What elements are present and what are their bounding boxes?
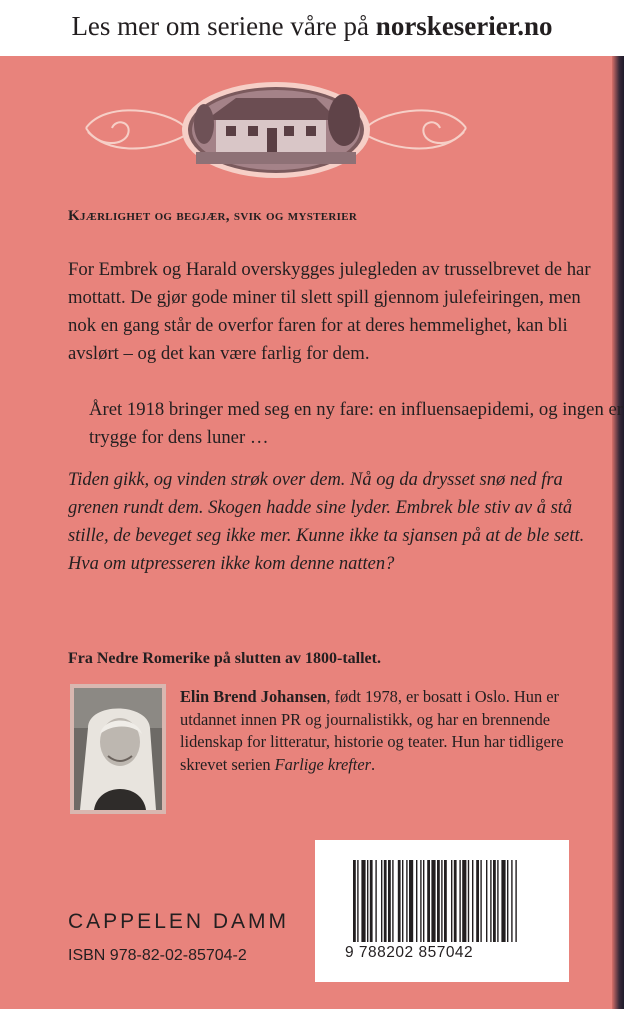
barcode-bar: [361, 860, 365, 942]
barcode-bar: [370, 860, 373, 942]
barcode-bar: [427, 860, 430, 942]
author-bio-series-lead: Hun har tidligere skrevet serien: [180, 732, 564, 774]
barcode-bar: [381, 860, 382, 942]
barcode-bar: [454, 860, 457, 942]
barcode-bar: [423, 860, 424, 942]
author-bio: [180, 686, 600, 776]
barcode-bar: [501, 860, 505, 942]
publisher-logo: CAPPELEN DAMM: [68, 910, 290, 933]
barcode-bar: [480, 860, 481, 942]
barcode-bar: [357, 860, 358, 942]
barcode-bar: [367, 860, 368, 942]
barcode-bar: [375, 860, 376, 942]
blurb-paragraph-2: Året 1918 bringer med seg en ny fare: en influensaepidemi, og ingen er trygge for dens luner …: [89, 399, 623, 448]
barcode-bar: [409, 860, 413, 942]
barcode-bar: [416, 860, 417, 942]
barcode: [315, 840, 569, 982]
author-photo: [70, 684, 166, 814]
barcode-bar: [507, 860, 508, 942]
barcode-bar: [398, 860, 401, 942]
barcode-bar: [437, 860, 440, 942]
barcode-bar: [486, 860, 487, 942]
author-bio-main: , født 1978, er bosatt i Oslo. Hun er utdannet innen PR og journalistikk, og har en brennende lidenskap for litteratur, historie og teater.: [180, 687, 559, 751]
isbn-number: ISBN 978-82-02-85704-2: [68, 947, 247, 964]
excerpt-quote: Tiden gikk, og vinden strøk over dem. Nå og da drysset snø ned fra grenen rundt dem. Skogen hadde sine lyder. Embrek ble stiv av å stå stille, de beveget seg ikke mer. Kunne ikke ta sjansen på at de ble sett. Hva om utpresseren ikke kom denne natten?: [68, 470, 585, 574]
barcode-bar: [441, 860, 442, 942]
barcode-digits: 9 788202 857042: [345, 944, 474, 961]
spine-shadow: [612, 56, 624, 1009]
barcode-bar: [468, 860, 469, 942]
barcode-bar: [493, 860, 496, 942]
barcode-bar: [353, 860, 356, 942]
barcode-bar: [388, 860, 391, 942]
banner-lead: Les mer om seriene våre på: [71, 11, 376, 41]
banner-website-link[interactable]: norskeserier.no: [375, 11, 553, 41]
barcode-bar: [459, 860, 460, 942]
barcode-bar: [392, 860, 393, 942]
setting-line: Fra Nedre Romerike på slutten av 1800-tallet.: [68, 650, 381, 667]
barcode-bar: [451, 860, 452, 942]
blurb-paragraph-1: For Embrek og Harald overskygges julegleden av trusselbrevet de har mottatt. De gjør gode miner til slett spill gjennom julefeiringen, men nok en gang står de overfor faren for at deres hemmelighet, kan bli avslørt – og det kan være farlig for dem.: [68, 259, 591, 364]
barcode-bar: [431, 860, 435, 942]
barcode-bar: [476, 860, 479, 942]
barcode-bar: [406, 860, 407, 942]
barcode-bar: [402, 860, 403, 942]
tagline: Kjærlighet og begjær, svik og mysterier: [68, 208, 358, 224]
barcode-bar: [497, 860, 498, 942]
barcode-bar: [515, 860, 516, 942]
barcode-bar: [420, 860, 421, 942]
barcode-bar: [384, 860, 387, 942]
top-banner: [0, 0, 624, 56]
author-name: Elin Brend Johansen: [180, 687, 327, 706]
banner-text: [0, 11, 624, 42]
ornament-frame-with-house-illustration: [76, 80, 476, 200]
author-bio-end: .: [371, 754, 376, 774]
barcode-bar: [490, 860, 491, 942]
barcode-bar: [472, 860, 473, 942]
barcode-bar: [444, 860, 447, 942]
barcode-bar: [511, 860, 512, 942]
barcode-bar: [462, 860, 466, 942]
author-series-title: Farlige krefter: [274, 754, 372, 774]
